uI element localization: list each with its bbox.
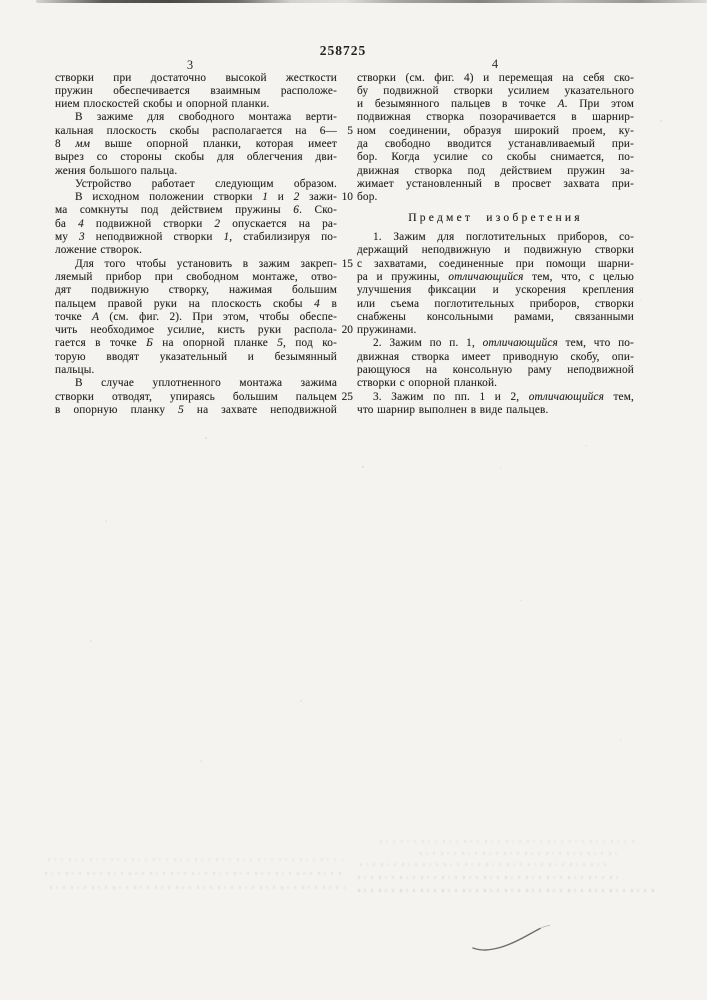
text-line: ма сомкнуты под действием пружины 6. Ско- <box>55 204 338 217</box>
scan-speckle <box>620 740 622 741</box>
column-number-left: 3 <box>186 58 194 72</box>
text-column-right <box>357 72 634 418</box>
text-line: Устройство работает следующим образом. <box>75 177 337 190</box>
scan-speckle <box>300 700 302 702</box>
text-line: В исходном положении створки 1 и 2 зажи- <box>75 191 337 204</box>
text-line: с захватами, соединенные при помощи шарни- <box>357 257 634 270</box>
text-line: пальцем правой руки на плоскость скобы 4 в <box>55 297 337 310</box>
section-heading-text: Предмет изобретения <box>408 211 583 225</box>
text-line: В случае уплотненного монтажа зажима <box>75 377 337 390</box>
text-line: движная створка под действием пружин за- <box>357 164 634 177</box>
text-line: или съема поглотительных приборов, створки <box>357 297 634 310</box>
text-line: подвижная створка позорачивается в шарнир- <box>357 111 634 124</box>
text-line: пружин обеспечивается взаимным расположе- <box>55 84 337 97</box>
scan-speckle <box>105 520 107 522</box>
text-line: ложение створок. <box>55 244 143 257</box>
line-number: 15 <box>341 257 353 270</box>
text-line: жения большого пальца. <box>55 164 178 177</box>
text-line: бу подвижной створки усилием указательного <box>357 84 634 97</box>
text-line: и безымянного пальцев в точке А. При этом <box>357 98 635 111</box>
text-line: пружинами. <box>357 324 417 337</box>
scan-speckle <box>585 445 587 446</box>
line-number: 10 <box>341 191 353 204</box>
scan-speckle <box>500 468 502 469</box>
patent-number: 258725 <box>319 43 367 58</box>
line-number: 25 <box>341 390 353 403</box>
show-through-artifact <box>360 863 610 866</box>
text-line: му 3 неподвижной створки 1, стабилизируя по- <box>55 231 337 244</box>
section-heading <box>357 204 634 231</box>
text-line: что шарнир выполнен в виде пальцев. <box>357 403 549 416</box>
text-line: точке А (см. фиг. 2). При этом, чтобы обеспе- <box>55 310 337 323</box>
column-number-right: 4 <box>491 57 499 71</box>
text-line: 1. Зажим для поглотительных приборов, со- <box>373 231 634 244</box>
text-line: 2. Зажим по п. 1, отличающийся тем, что по- <box>373 337 634 350</box>
text-line: В зажиме для свободного монтажа верти- <box>75 111 337 124</box>
scan-speckle <box>200 760 202 762</box>
show-through-artifact <box>380 840 635 843</box>
text-line: снабжены консольными рамами, связанными <box>357 310 634 323</box>
text-line: нием плоскостей скобы и опорной планки. <box>55 98 270 111</box>
text-line: створки с опорной планкой. <box>357 377 498 390</box>
show-through-artifact <box>48 858 343 861</box>
text-line: гается в точке Б на опорной планке 5, под ко- <box>55 337 337 350</box>
text-line: створки отводят, упираясь большим пальцем <box>55 390 337 403</box>
text-line: бор. Когда усилие со скобы снимается, по- <box>357 151 634 164</box>
text-line: держащий неподвижную и подвижную створки <box>357 244 634 257</box>
pen-stroke-artifact <box>455 918 565 958</box>
text-line: ляемый прибор при свободном монтаже, отво- <box>55 270 337 283</box>
text-line: движная створка имеет приводную скобу, опи- <box>357 350 634 363</box>
text-line: 8 мм выше опорной планки, которая имеет <box>55 137 337 150</box>
scan-speckle <box>205 437 207 439</box>
text-line: бор. <box>357 191 378 204</box>
show-through-artifact <box>358 876 618 879</box>
scan-speckle <box>362 466 364 468</box>
text-line: пальцы. <box>55 364 95 377</box>
scan-edge-artifact <box>36 0 707 3</box>
text-line: чить необходимое усилие, кисть руки распола- <box>55 324 337 337</box>
text-line: торую вводят указательный и безымянный <box>55 350 337 363</box>
text-line: кальная плоскость скобы располагается на 6— <box>55 124 337 137</box>
show-through-artifact <box>50 886 345 889</box>
text-line: ном соединении, образуя широкий проем, ку- <box>357 124 634 137</box>
text-line: дят подвижную створку, нажимая большим <box>55 284 337 297</box>
line-number: 5 <box>347 124 353 137</box>
line-number: 20 <box>341 324 353 337</box>
scan-speckle <box>90 640 92 642</box>
text-line: ра и пружины, отличающийся тем, что, с целью <box>357 270 634 283</box>
text-line: 3. Зажим по пп. 1 и 2, отличающийся тем, <box>373 390 634 403</box>
scan-speckle <box>520 600 522 601</box>
text-line: рающуюся на консольную раму неподвижной <box>357 364 634 377</box>
text-line: жимает установленный в просвет захвата при- <box>357 177 634 190</box>
text-line: да свободно вводится устанавливаемый при- <box>357 137 634 150</box>
text-line: ба 4 подвижной створки 2 опускается на ра- <box>55 217 337 230</box>
show-through-artifact <box>45 872 345 875</box>
show-through-artifact <box>358 889 658 892</box>
text-line: улучшения фиксации и ускорения крепления <box>357 284 634 297</box>
scan-speckle <box>660 120 662 122</box>
text-line: вырез со стороны скобы для облегчения дви- <box>55 151 337 164</box>
scan-speckle <box>640 300 642 301</box>
text-column-left <box>55 72 337 418</box>
show-through-artifact <box>420 852 620 855</box>
text-line: створки (см. фиг. 4) и перемещая на себя ско- <box>357 71 634 84</box>
text-line: в опорную планку 5 на захвате неподвижной <box>55 403 337 416</box>
text-line: Для того чтобы установить в зажим закреп- <box>75 257 337 270</box>
text-line: створки при достаточно высокой жесткости <box>55 71 337 84</box>
